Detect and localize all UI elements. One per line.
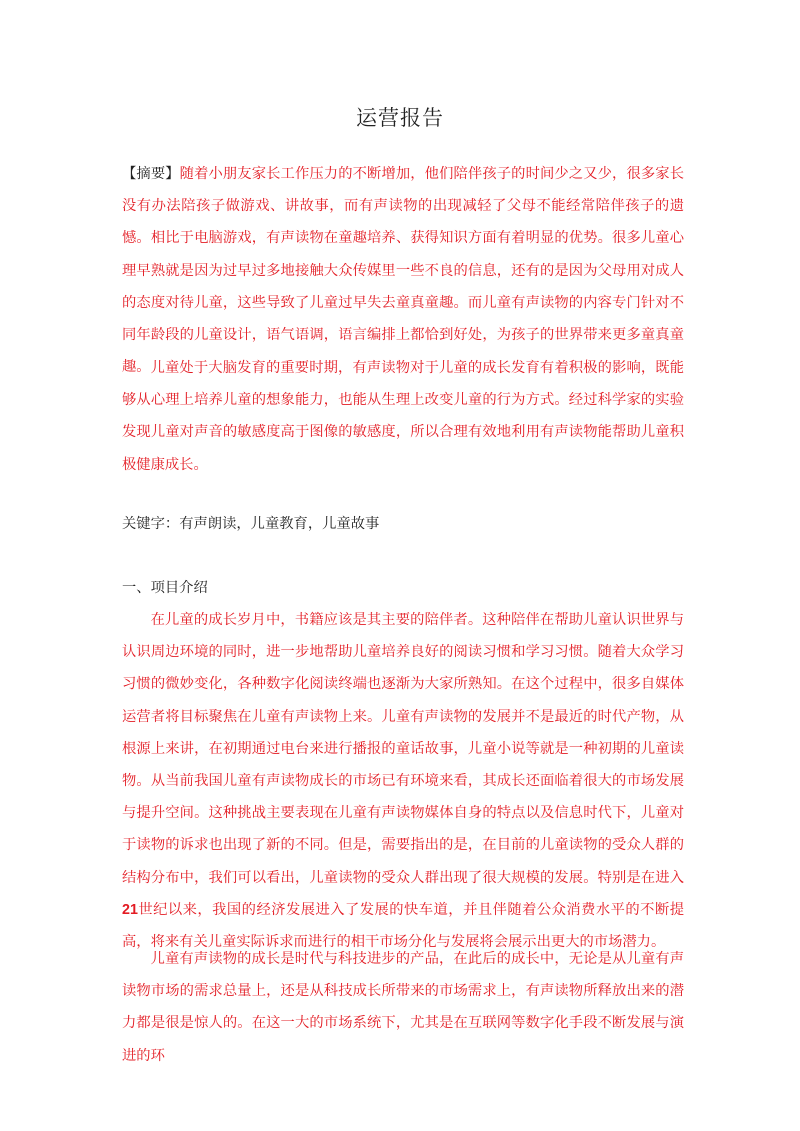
page-title: 运营报告 [356,106,444,130]
keywords-line [122,508,684,540]
century-number: 21 [122,901,138,918]
section-heading-project-intro: 一、项目介绍 [122,580,208,596]
abstract-paragraph [122,158,684,383]
section1-paragraph-1 [122,604,684,958]
section1-paragraph-1-part1: 在儿童的成长岁月中，书籍应该是其主要的陪伴者。这种陪伴在帮助儿童认识世界与认识周边环境的同时，进一步地帮助儿童培养良好的阅读习惯和学习习惯。随着大众学习习惯的微妙变化，各种数字化阅读终端也逐渐为大家所熟知。在这个过程中，很多自媒体运营者将目标聚焦在儿童有声读物上来。儿童有声读物的发展并不是最近的时代产物，从根源上来讲，在初期通过电台来进行播报的童话故事，儿童小说等就是一种初期的儿童读物。从当前我国儿童有声读物成长的市场已有环境来看，其成长还面临着很大的市场发展与提升空间。这种挑战主要表现在儿童有声读物媒体自身的特点以及信息时代下，儿童对于读物的诉求也出现了新的不同。但是，需要指出的是，在目前的儿童读物的受众人群的结构分布中，我们可以看出，儿童读物的受众人群出现了很大规模的发展。特别是在进入 [122,612,684,886]
keywords-label: 关键字： [122,516,180,532]
keywords-text: 有声朗读，儿童教育，儿童故事 [179,516,380,532]
section1-paragraph-2: 儿童有声读物的成长是时代与科技进步的产品，在此后的成长中，无论是从儿童有声读物市场的需求总量上，还是从科技成长所带来的市场需求上，有声读物所释放出来的潜力都是很是惊人的。在这一大的市场系统下，尤其是在互联网等数字化手段不断发展与演进的环 [122,951,684,1064]
abstract-text: 随着小朋友家长工作压力的不断增加，他们陪伴孩子的时间少之又少，很多家长没有办法陪孩子做游戏、讲故事，而有声读物的出现减轻了父母不能经常陪伴孩子的遗憾。相比于电脑游戏，有声读物在童趣培养、获得知识方面有着明显的优势。很多儿童心理早熟就是因为过早过多地接触大众传媒里一些不良的信息，还有的是因为父母用对成人的态度对待儿童，这些导致了儿童过早失去童真童趣。而儿童有声读物的内容专门针对不同年龄段的儿童设计，语气语调，语言编排上都恰到好处，为孩子的世界带来更多童真童趣。 [122,166,684,376]
abstract-paragraph-2: 儿童处于大脑发育的重要时期，有声读物对于儿童的成长发育有着积极的影响，既能够从心理上培养儿童的想象能力，也能从生理上改变儿童的行为方式。经过科学家的实验发现儿童对声音的敏感度高于图像的敏感度，所以合理有效地利用有声读物能帮助儿童积极健康成长。 [122,360,684,473]
abstract-label: 【摘要】 [122,166,180,182]
section1-paragraph-1-part2: 世纪以来，我国的经济发展进入了发展的快车道，并且伴随着公众消费水平的不断提高，将来有关儿童实际诉求而进行的相干市场分化与发展将会展示出更大的市场潜力。 [122,901,684,951]
